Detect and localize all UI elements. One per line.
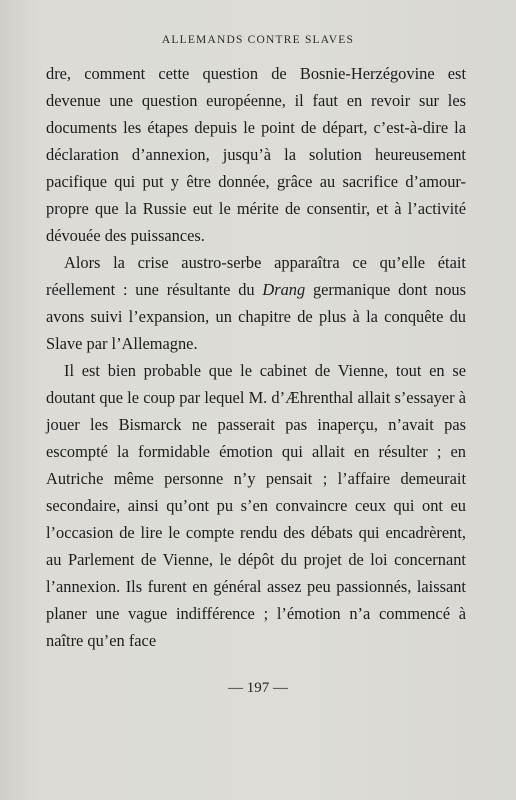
paragraph-2-part-a: Alors la crise austro-serbe apparaîtra ce qu’elle était réellement : une résultante du <box>46 253 466 299</box>
page-number: — 197 — <box>228 680 288 696</box>
paragraph-1: dre, comment cette question de Bosnie-Herzégovine est devenue une question européenne, il faut en revoir sur les documents les étapes depuis le point de départ, c’est-à-dire la déclaration d’annexion, jusqu’à la solution heureusement pacifique qui put y être donnée, grâce au sacrifice d’amour-propre que la Russie eut le mérite de consentir, et à l’activité dévouée des puissances. <box>46 64 466 245</box>
paragraph-2-italic: Drang <box>262 280 306 299</box>
body-text <box>46 60 466 654</box>
paragraph-3: Il est bien probable que le cabinet de Vienne, tout en se doutant que le coup par lequel M. d’Æhrenthal allait s’essayer à jouer les Bismarck ne passerait pas inaperçu, n’avait pas escompté la formidable émotion qui allait en résulter ; en Autriche même personne n’y pensait ; l’affaire demeurait secondaire, ainsi qu’ont pu s’en convaincre ceux qui ont eu l’occasion de lire le compte rendu des débats qui encadrèrent, au Parlement de Vienne, le dépôt du projet de loi concernant l’annexion. Ils furent en général assez peu passionnés, laissant planer une vague indifférence ; l’émotion n’a commencé à naître qu’en face <box>46 361 466 650</box>
paragraph-2-part-b: germanique dont nous avons suivi l’expansion, un chapitre de plus à la conquête du Slave par l’Allemagne. <box>46 280 466 353</box>
running-header: ALLEMANDS CONTRE SLAVES <box>161 34 355 46</box>
paragraph-2 <box>46 249 466 357</box>
